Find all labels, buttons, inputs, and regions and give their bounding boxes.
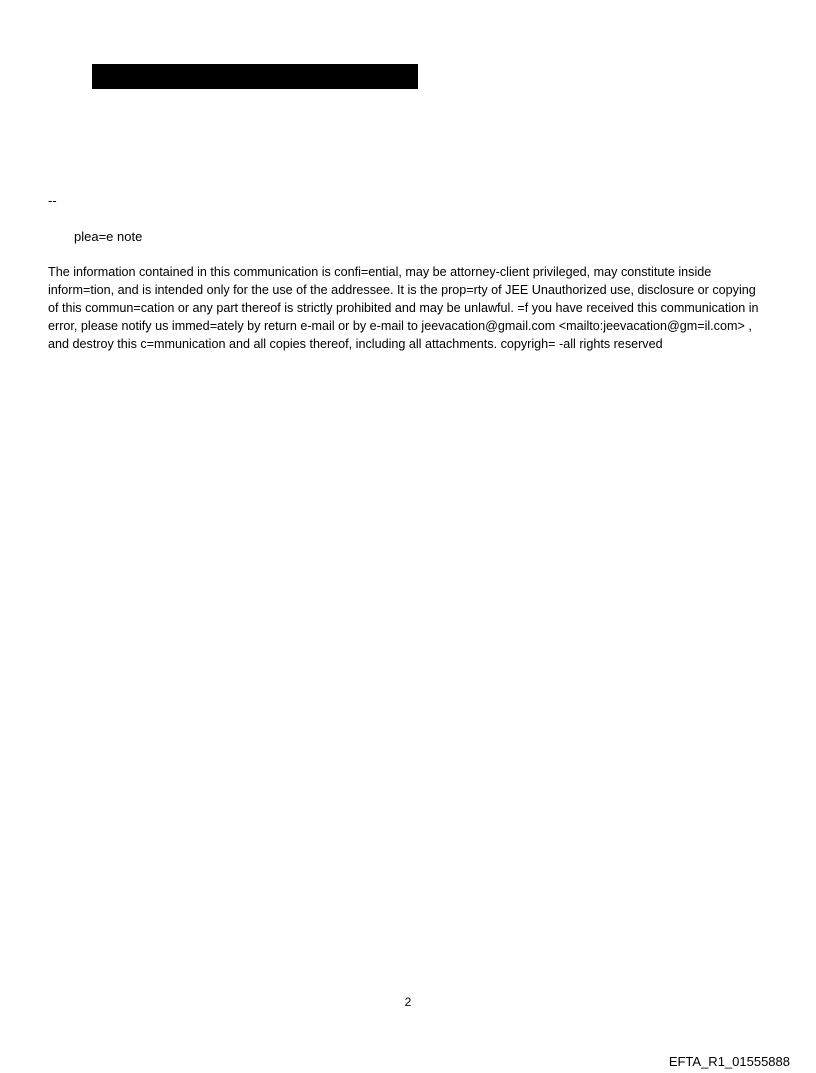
note-line: plea=e note bbox=[74, 229, 143, 244]
confidentiality-disclaimer: The information contained in this communication is confi=ential, may be attorney-client privileged, may constitute inside inform=tion, and is intended only for the use of the addressee. It is the prop=rty of JEE Unauthorized use, disclosure or copying of this commun=cation or any part thereof is strictly prohibited and may be unlawful. =f you have received this communication in error, please notify us immed=ately by return e-mail or by e-mail to jeevacation@gmail.com <mailto:jeevacation@gm=il.com> , and destroy this c=mmunication and all copies thereof, including all attachments. copyrigh= -all rights reserved bbox=[48, 265, 759, 351]
redaction-block bbox=[92, 64, 418, 89]
page-number: 2 bbox=[404, 995, 412, 1009]
document-id: EFTA_R1_01555888 bbox=[668, 1054, 790, 1069]
signature-separator: -- bbox=[48, 193, 57, 208]
